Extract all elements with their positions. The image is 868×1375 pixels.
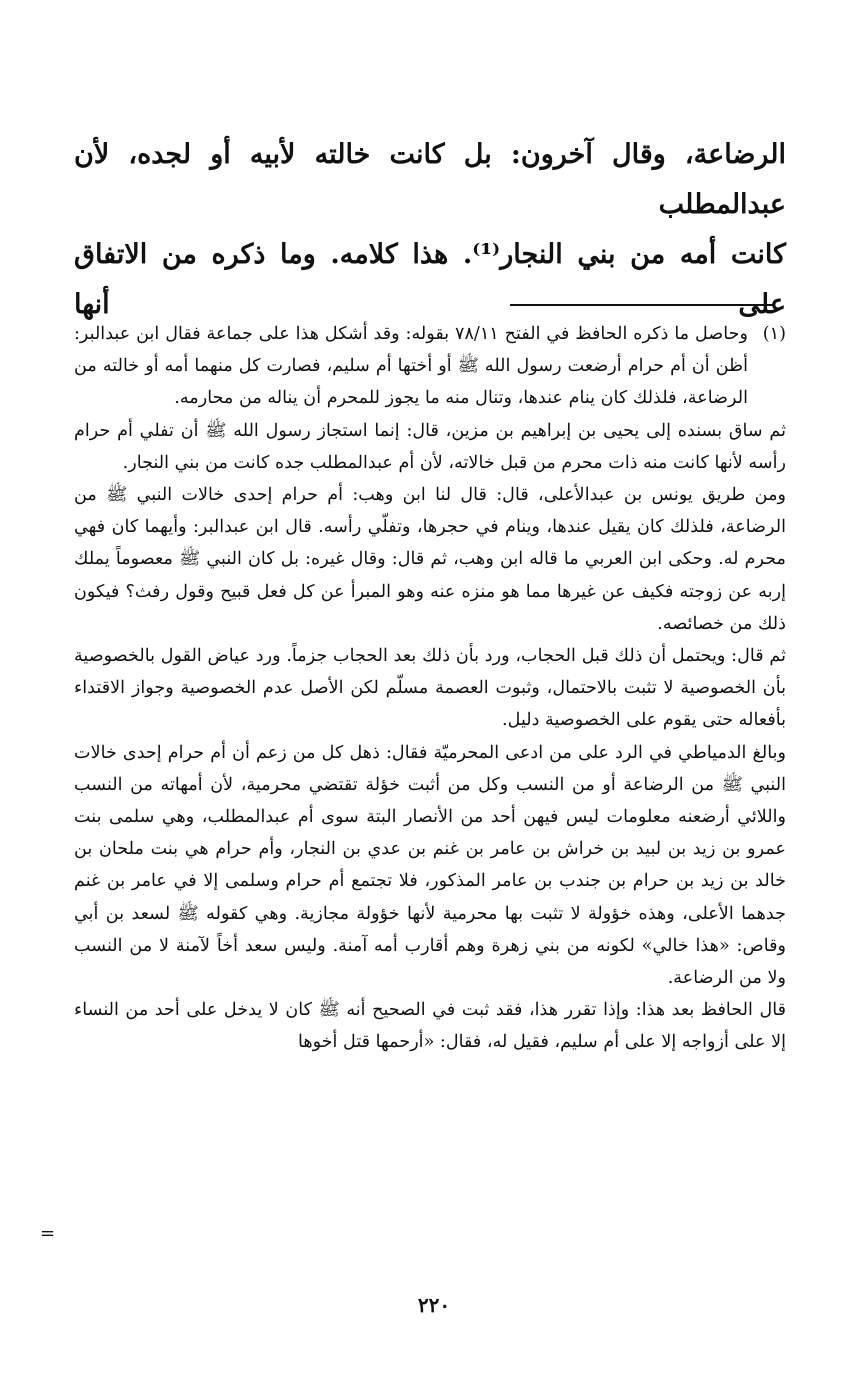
page-number: ٢٢٠ <box>417 1293 451 1317</box>
footnote-paragraph: ثم قال: ويحتمل أن ذلك قبل الحجاب، ورد بأن ذلك بعد الحجاب جزماً. ورد عياض القول بالخصوصية بأن الخصوصية لا تثبت بالاحتمال، وثبوت العصمة مسلّم لكن الأصل عدم الخصوصية وجواز الاقتداء بأفعاله حتى يقوم على الخصوصية دليل. <box>74 646 786 731</box>
footnote-paragraph: وبالغ الدمياطي في الرد على من ادعى المحرميّة فقال: ذهل كل من زعم أن أم حرام إحدى خالات النبي ﷺ من الرضاعة أو من النسب وكل من أثبت خؤلة تقتضي محرمية، لأن أمهاته من النسب واللائي أرضعنه معلومات ليس فيهن أحد من الأنصار البتة سوى أم عبدالمطلب، وهي سلمى بنت عمرو بن زيد بن لبيد بن خراش بن عامر بن غنم بن عدي بن النجار، وأم حرام هي بنت ملحان بن خالد بن زيد بن حرام بن جندب بن عامر المذكور، فلا تجتمع أم حرام وسلمى إلا في عامر بن غنم جدهما الأعلى، وهذه خؤولة لا تثبت بها محرمية لأنها خؤولة مجازية. وهي كقوله ﷺ لسعد بن أبي وقاص: «هذا خالي» لكونه من بني زهرة وهم أقارب أمه آمنة. وليس سعد أخاً لآمنة لا من النسب ولا من الرضاعة. <box>74 742 786 989</box>
footnote-paragraph: ثم ساق بسنده إلى يحيى بن إبراهيم بن مزين، قال: إنما استجاز رسول الله ﷺ أن تفلي أم حرام رأسه لأنها كانت منه ذات محرم من قبل خالاته، لأن أم عبدالمطلب جده كانت من بني النجار. <box>74 420 786 473</box>
footnote-separator <box>510 304 774 306</box>
footnote-paragraph-text: وحاصل ما ذكره الحافظ في الفتح ٧٨/١١ بقوله: وقد أشكل هذا على جماعة فقال ابن عبدالبر: أظن أن أم حرام أرضعت رسول الله ﷺ أو أختها أم سليم، فصارت كل منهما أمه أو خالته من الرضاعة، فلذلك كان ينام عندها، وتنال منه ما يجوز للمحرم أن يناله من محارمه. <box>74 324 748 409</box>
continuation-mark: = <box>40 1223 56 1244</box>
footnote-paragraph: ومن طريق يونس بن عبدالأعلى، قال: قال لنا ابن وهب: أم حرام إحدى خالات النبي ﷺ من الرضاعة، فلذلك كان يقيل عندها، وينام في حجرها، وتفلّي رأسه. قال ابن عبدالبر: وأيهما كان فهي محرم له. وحكى ابن العربي ما قاله ابن وهب، ثم قال: وقال غيره: بل كان النبي ﷺ معصوماً يملك إربه عن زوجته فكيف عن غيرها مما هو منزه عنه وهو المبرأ عن كل فعل قبيح وقول رفث؟ فيكون ذلك من خصائصه. <box>74 485 786 634</box>
main-text-line: الرضاعة، وقال آخرون: بل كانت خالته لأبيه أو لجده، لأن عبدالمطلب <box>74 139 786 220</box>
footnote-paragraph <box>74 318 786 415</box>
main-text <box>74 130 786 330</box>
footnote-block <box>74 318 786 1059</box>
footnote-marker: (١) <box>762 324 786 344</box>
footnote-paragraph: قال الحافظ بعد هذا: وإذا تقرر هذا، فقد ثبت في الصحيح أنه ﷺ كان لا يدخل على أحد من النساء إلا على أزواجه إلا على أم سليم، فقيل له، فقال: «أرحمها قتل أخوها <box>74 1000 786 1053</box>
main-text-line: كانت أمه من بني النجار⁽¹⁾. هذا كلامه. وما ذكره من الاتفاق على أنها <box>74 239 786 320</box>
